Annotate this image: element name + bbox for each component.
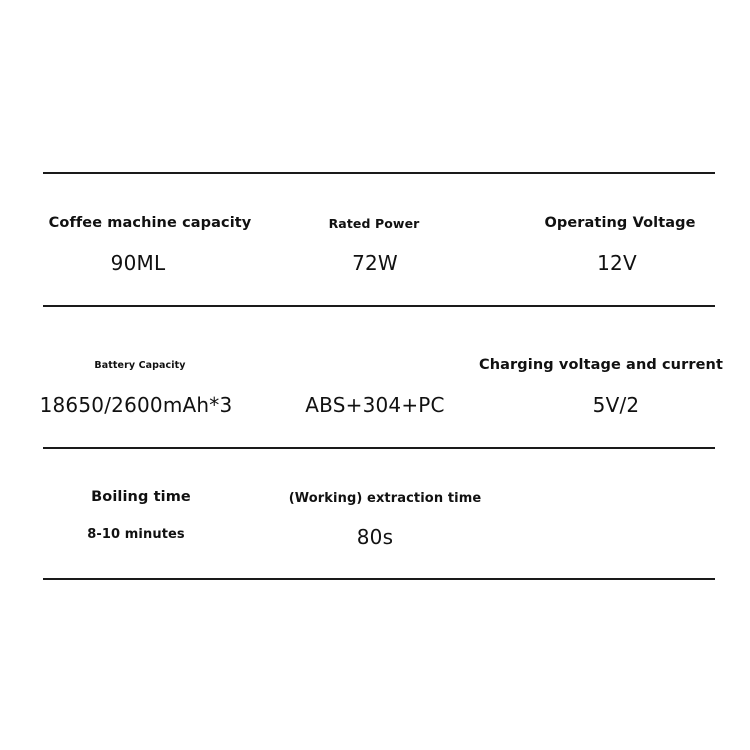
extraction-time-value: 80s [356,525,394,549]
operating-voltage-value: 12V [597,251,637,275]
battery-capacity-value: 18650/2600mAh*3 [39,393,233,417]
material-value: ABS+304+PC [305,393,445,417]
charging-value: 5V/2 [592,393,640,417]
rated-power-value: 72W [352,251,398,275]
capacity-value: 90ML [110,251,166,275]
rated-power-label: Rated Power [328,216,420,231]
divider-top [43,172,715,174]
capacity-label: Coffee machine capacity [48,215,252,231]
charging-label: Charging voltage and current [478,357,724,373]
boiling-time-label: Boiling time [91,489,191,505]
divider-2 [43,447,715,449]
extraction-time-label: (Working) extraction time [288,491,482,506]
divider-1 [43,305,715,307]
battery-capacity-label: Battery Capacity [94,360,186,371]
divider-bottom [43,578,715,580]
operating-voltage-label: Operating Voltage [544,215,696,231]
boiling-time-value: 8-10 minutes [87,527,185,542]
